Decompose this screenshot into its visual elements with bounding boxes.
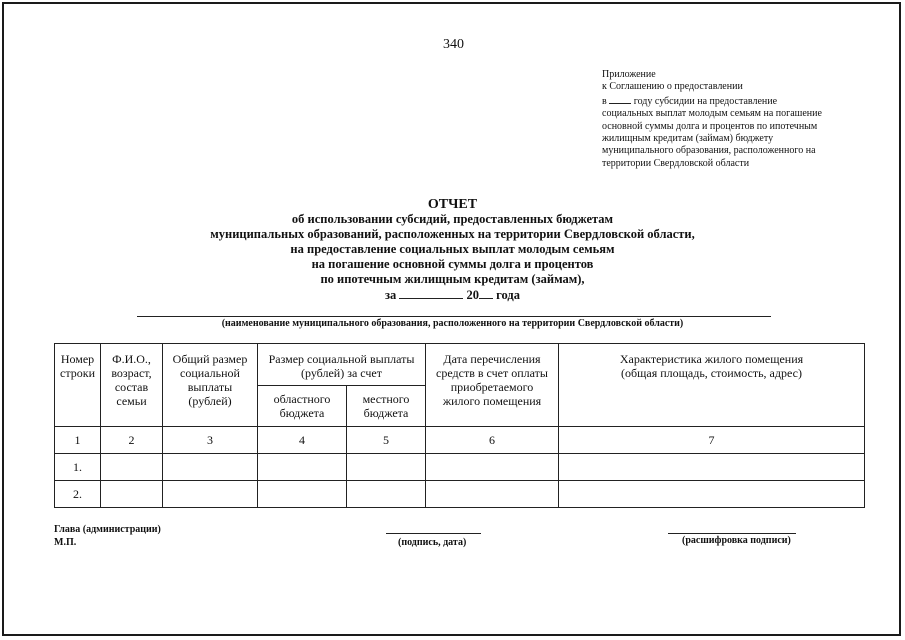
table-row [55, 481, 865, 508]
page-number: 340 [443, 37, 464, 52]
table-cell [258, 481, 347, 508]
row-number-cell: 1. [55, 454, 101, 481]
header-row-number: Номер строки [55, 344, 101, 427]
column-number-cell: 1 [55, 427, 101, 454]
report-subtitle-line: по ипотечным жилищным кредитам (займам), [320, 272, 585, 286]
report-table [54, 343, 865, 508]
seal-label: М.П. [54, 537, 77, 548]
year-blank [609, 94, 631, 104]
period-prefix: за [385, 288, 397, 302]
report-heading [0, 197, 905, 303]
table-cell [101, 454, 163, 481]
column-number-cell: 3 [163, 427, 258, 454]
column-number-cell: 5 [347, 427, 426, 454]
header-fio: Ф.И.О., возраст, состав семьи [101, 344, 163, 427]
row-number-cell: 2. [55, 481, 101, 508]
municipality-caption: (наименование муниципального образования, расположенного на территории Свердловской области) [221, 318, 684, 329]
header-total-payment: Общий размер социальной выплаты (рублей) [163, 344, 258, 427]
appendix-line: к Соглашению о предоставлении [602, 81, 743, 93]
table-cell [347, 481, 426, 508]
column-number-cell: 2 [101, 427, 163, 454]
table-row [55, 454, 865, 481]
report-title: ОТЧЕТ [427, 197, 478, 212]
period-blank [399, 287, 463, 299]
appendix-line-suffix: году субсидии на предоставление [633, 95, 778, 107]
table-cell [101, 481, 163, 508]
appendix-line [602, 94, 852, 108]
column-number-cell: 6 [426, 427, 559, 454]
report-subtitle-line: на предоставление социальных выплат молодым семьям [290, 242, 615, 256]
table-cell [426, 454, 559, 481]
table-cell [559, 481, 865, 508]
header-payment-group: Размер социальной выплаты (рублей) за счет [258, 344, 426, 386]
table-cell [258, 454, 347, 481]
municipality-fill-line [137, 316, 771, 317]
header-local-budget: местного бюджета [347, 386, 426, 427]
report-subtitle-line: на погашение основной суммы долга и процентов [311, 257, 594, 271]
signature-labels [54, 523, 161, 549]
period-year: 20 [466, 288, 480, 302]
appendix-line: основной суммы долга и процентов по ипотечным [602, 120, 818, 132]
appendix-line: муниципального образования, расположенного на [602, 145, 816, 157]
appendix-note [602, 69, 852, 170]
signature-caption: (подпись, дата) [398, 537, 467, 548]
head-label: Глава (администрации) [54, 524, 161, 535]
appendix-line: территории Свердловской области [602, 157, 750, 169]
decode-caption: (расшифровка подписи) [682, 535, 791, 546]
appendix-line: социальных выплат молодым семьям на погашение [602, 108, 822, 120]
appendix-line: жилищным кредитам (займам) бюджету [602, 133, 774, 145]
appendix-line: Приложение [602, 69, 656, 80]
table-cell [163, 454, 258, 481]
header-regional-budget: областного бюджета [258, 386, 347, 427]
table-cell [347, 454, 426, 481]
header-transfer-date: Дата перечисления средств в счет оплаты приобретаемого жилого помещения [426, 344, 559, 427]
header-housing: Характеристика жилого помещения (общая площадь, стоимость, адрес) [559, 344, 865, 427]
report-subtitle-line: муниципальных образований, расположенных на территории Свердловской области, [210, 227, 695, 241]
year-suffix-blank [479, 287, 493, 299]
table-cell [163, 481, 258, 508]
column-number-cell: 4 [258, 427, 347, 454]
signature-line [386, 533, 481, 534]
appendix-line-prefix: в [602, 95, 607, 107]
table-cell [559, 454, 865, 481]
period-suffix: года [496, 288, 520, 302]
column-number-cell: 7 [559, 427, 865, 454]
report-period [0, 287, 905, 303]
report-subtitle-line: об использовании субсидий, предоставленных бюджетам [291, 212, 614, 226]
table-cell [426, 481, 559, 508]
